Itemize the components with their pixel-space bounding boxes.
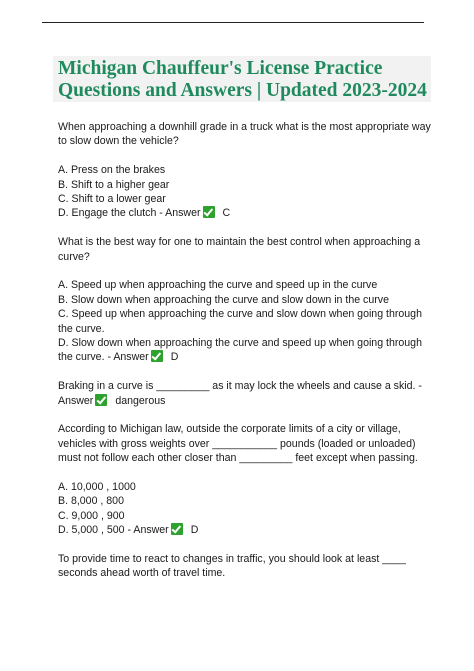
question-1-option-b: B. Shift to a higher gear [58, 178, 170, 191]
question-1-option-c: C. Shift to a lower gear [58, 193, 166, 206]
document-title: Michigan Chauffeur's License Practice Questions and Answers | Updated 2023-2024 [58, 58, 427, 101]
question-4-answer: D [190, 524, 199, 537]
question-1-text: When approaching a downhill grade in a truck what is the most appropriate way to slow down the vehicle? [58, 121, 431, 148]
question-2-answer: D [170, 351, 179, 364]
question-4-option-c: C. 9,000 , 900 [58, 509, 125, 522]
top-rule [42, 22, 424, 23]
question-1-option-d [58, 206, 438, 220]
question-2-option-b: B. Slow down when approaching the curve and slow down in the curve [58, 293, 389, 306]
question-4-option-d-text: D. 5,000 , 500 - Answer [58, 524, 169, 537]
check-icon [95, 394, 107, 406]
question-2-option-d-text: D. Slow down when approaching the curve and speed up when going through the curve. - Answer [58, 337, 422, 364]
question-4-text: According to Michigan law, outside the corporate limits of a city or village, vehicles with gross weights over ___________ pounds (loaded or unloaded) must not follow each other closer than _________ feet except when passing. [58, 423, 418, 465]
check-icon [203, 206, 215, 218]
question-1-options [58, 163, 438, 221]
question-1-answer: C [222, 207, 231, 220]
question-2-options [58, 278, 438, 364]
question-2-option-c: C. Speed up when approaching the curve and slow down when going through the curve. [58, 308, 422, 335]
question-4-options [58, 480, 438, 538]
question-2-text: What is the best way for one to maintain the best control when approaching a curve? [58, 236, 421, 263]
question-4-option-b: B. 8,000 , 800 [58, 495, 124, 508]
question-4-option-d [58, 523, 438, 537]
question-3-text: Braking in a curve is _________ as it may lock the wheels and cause a skid. - Answer [58, 380, 422, 407]
question-2-option-d [58, 336, 438, 365]
check-icon [151, 350, 163, 362]
question-2-option-a: A. Speed up when approaching the curve and speed up in the curve [58, 279, 378, 292]
check-icon [171, 523, 183, 535]
question-3-answer: dangerous [115, 394, 166, 407]
document-body [58, 120, 438, 595]
question-1-option-d-text: D. Engage the clutch - Answer [58, 207, 201, 220]
question-3 [58, 379, 438, 408]
question-1-option-a: A. Press on the brakes [58, 164, 166, 177]
question-4-option-a: A. 10,000 , 1000 [58, 481, 136, 494]
question-5-text: To provide time to react to changes in traffic, you should look at least ____ seconds ahead worth of travel time. [58, 553, 406, 580]
